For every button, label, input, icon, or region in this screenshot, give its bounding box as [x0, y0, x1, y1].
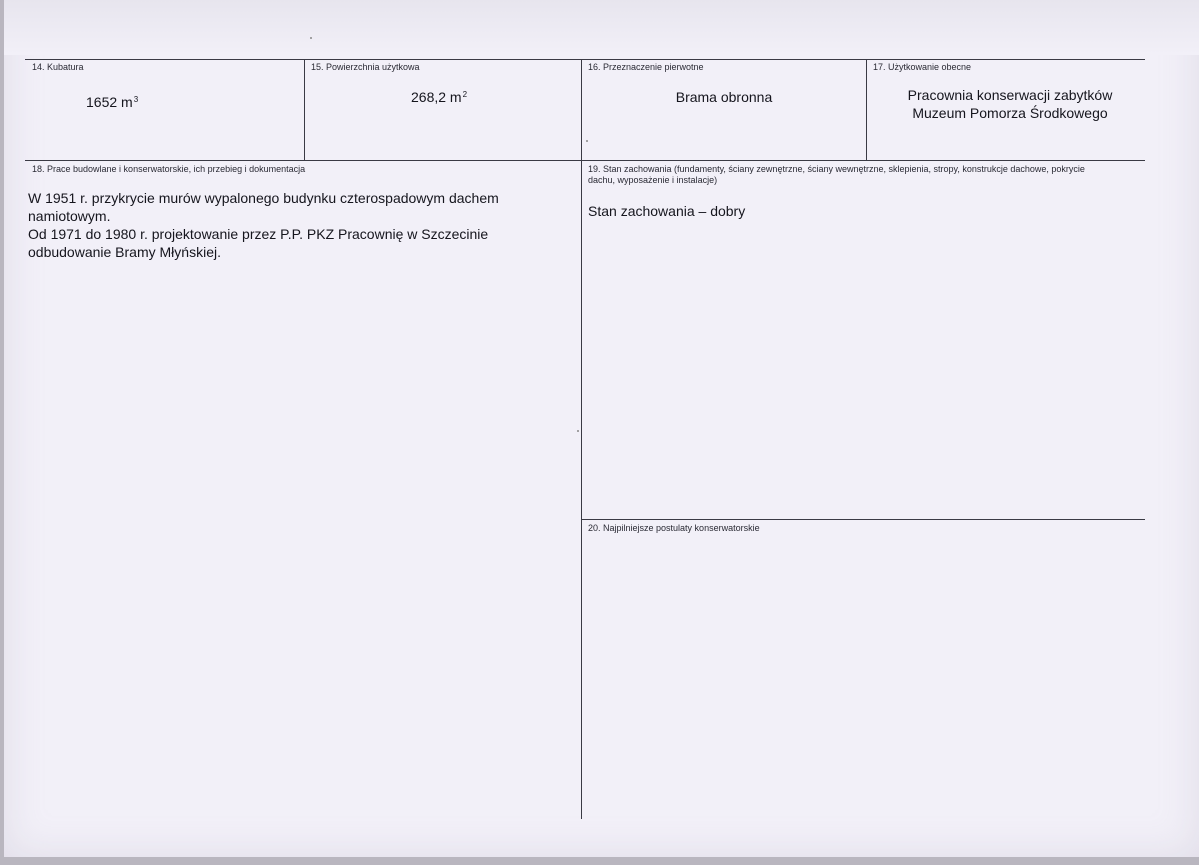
przeznaczenie-label: 16. Przeznaczenie pierwotne: [588, 62, 704, 72]
prace-text: [28, 189, 568, 261]
stan-value: Stan zachowania – dobry: [588, 203, 746, 219]
uzytkowanie-value: [874, 86, 1146, 122]
prace-label: 18. Prace budowlane i konserwatorskie, ich przebieg i dokumentacja: [32, 164, 306, 174]
powierzchnia-number: 268,2 m: [411, 89, 462, 105]
mid-rule: [25, 160, 1145, 161]
uzytkowanie-line1: Pracownia konserwacji zabytków: [907, 87, 1113, 103]
divider-15-16: [581, 59, 582, 819]
powierzchnia-label: 15. Powierzchnia użytkowa: [311, 62, 420, 72]
postulaty-label: 20. Najpilniejsze postulaty konserwatorskie: [588, 523, 760, 533]
kubatura-value: [86, 93, 138, 111]
kubatura-unit-exponent: 3: [133, 95, 139, 104]
paper-speck: [577, 430, 579, 432]
powierzchnia-unit-exponent: 2: [462, 90, 468, 99]
paper-speck: [586, 140, 588, 142]
sheet-shade: [4, 0, 1199, 55]
powierzchnia-value: [411, 88, 467, 106]
uzytkowanie-label: 17. Użytkowanie obecne: [873, 62, 972, 72]
prace-paragraph-2: Od 1971 do 1980 r. projektowanie przez P.P. PKZ Pracownię w Szczecinie odbudowanie Bramy Młyńskiej.: [28, 226, 489, 260]
divider-16-17: [866, 59, 867, 160]
stan-label: 19. Stan zachowania (fundamenty, ściany zewnętrzne, ściany wewnętrzne, sklepienia, stropy, konstrukcje dachowe, pokrycie dachu, wyposażenie i instalacje): [588, 164, 1085, 185]
kubatura-number: 1652 m: [86, 94, 133, 110]
kubatura-label: 14. Kubatura: [32, 62, 84, 72]
section-20-rule: [582, 519, 1145, 520]
paper-speck: [310, 37, 312, 39]
przeznaczenie-value: Brama obronna: [675, 89, 773, 105]
top-rule: [25, 59, 1145, 60]
prace-paragraph-1: W 1951 r. przykrycie murów wypalonego budynku czterospadowym dachem namiotowym.: [28, 190, 499, 224]
form-sheet: [4, 0, 1199, 857]
divider-14-15: [304, 59, 305, 160]
uzytkowanie-line2: Muzeum Pomorza Środkowego: [912, 105, 1108, 121]
